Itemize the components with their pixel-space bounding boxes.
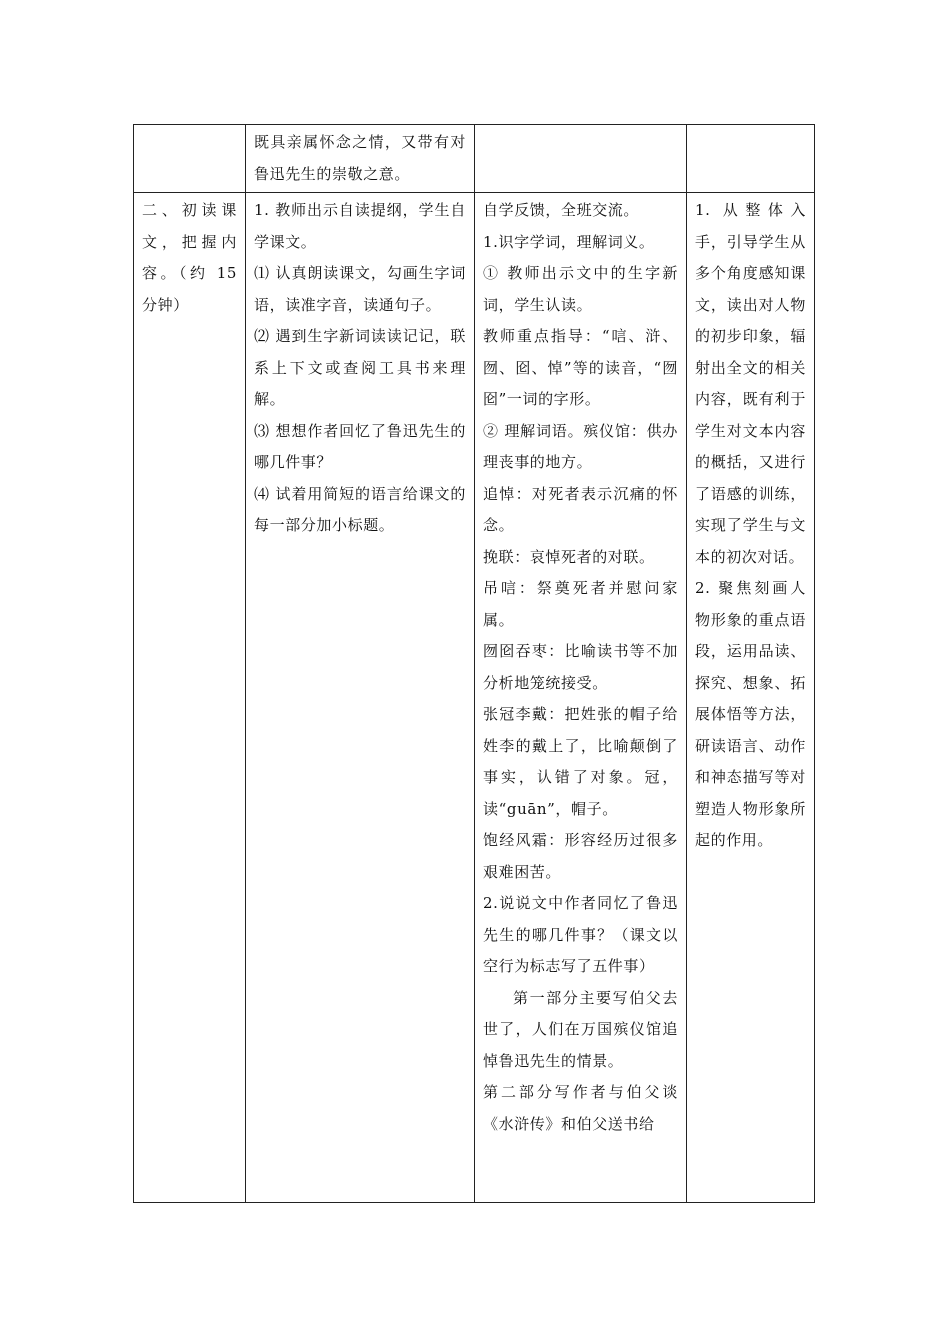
cell-r2-c3-student-activity bbox=[475, 193, 687, 1203]
paragraph: 2.说说文中作者同忆了鲁迅先生的哪几件事？（课文以空行为标志写了五件事） bbox=[483, 894, 678, 975]
table-row bbox=[134, 193, 815, 1203]
cell-r1-c3 bbox=[475, 125, 687, 193]
cell-r2-c4-design-intent bbox=[687, 193, 815, 1203]
paragraph: 追悼：对死者表示沉痛的怀念。 bbox=[483, 484, 678, 534]
paragraph: 教师重点指导：“唁、浒、囫、囵、悼”等的读音，“囫囵”一词的字形。 bbox=[483, 327, 678, 408]
paragraph: 1.识字学词，理解词义。 bbox=[483, 232, 655, 251]
paragraph: ⑵ 遇到生字新词读读记记，联系上下文或查阅工具书来理解。 bbox=[254, 327, 466, 408]
paragraph: ⑷ 试着用简短的语言给课文的每一部分加小标题。 bbox=[254, 484, 466, 534]
paragraph: ⑶ 想想作者回忆了鲁迅先生的哪几件事？ bbox=[254, 421, 466, 471]
paragraph: 1. 教师出示自读提纲，学生自学课文。 bbox=[254, 201, 466, 251]
cell-r1-c2 bbox=[246, 125, 475, 193]
paragraph: 囫囵吞枣：比喻读书等不加分析地笼统接受。 bbox=[483, 642, 678, 692]
paragraph: 1. 从整体入手，引导学生从多个角度感知课文，读出对人物的初步印象，辐射出全文的相关内容，既有利于学生对文本内容的概括，又进行了语感的训练，实现了学生与文本的初次对话。 bbox=[695, 201, 806, 566]
paragraph: 第二部分写作者与伯父谈《水浒传》和伯父送书给 bbox=[483, 1083, 678, 1133]
paragraph: 既具亲属怀念之情，又带有对鲁迅先生的崇敬之意。 bbox=[254, 133, 466, 183]
paragraph: 自学反馈，全班交流。 bbox=[483, 201, 640, 219]
paragraph: 张冠李戴：把姓张的帽子给姓李的戴上了，比喻颠倒了事实，认错了对象。冠，读“guān”，帽子。 bbox=[483, 705, 678, 818]
paragraph: 第一部分主要写伯父去世了，人们在万国殡仪馆追悼鲁迅先生的情景。 bbox=[483, 988, 678, 1070]
table-row bbox=[134, 125, 815, 193]
paragraph: ② 理解词语。殡仪馆：供办理丧事的地方。 bbox=[483, 421, 678, 471]
paragraph: ① 教师出示文中的生字新词，学生认读。 bbox=[483, 264, 678, 314]
cell-r2-c2-teacher-activity bbox=[246, 193, 475, 1203]
paragraph: 2. 聚焦刻画人物形象的重点语段，运用品读、探究、想象、拓展体悟等方法，研读语言、动作和神态描写等对塑造人物形象所起的作用。 bbox=[695, 579, 806, 849]
cell-r1-c4 bbox=[687, 125, 815, 193]
paragraph: 挽联：哀悼死者的对联。 bbox=[483, 547, 655, 566]
section-title: 二、初读课文，把握内容。（约 15 分钟） bbox=[142, 201, 237, 314]
lesson-plan-table bbox=[133, 124, 815, 1203]
paragraph: 饱经风霜：形容经历过很多艰难困苦。 bbox=[483, 831, 678, 881]
paragraph: 吊唁：祭奠死者并慰问家属。 bbox=[483, 579, 678, 629]
paragraph: ⑴ 认真朗读课文，勾画生字词语，读准字音，读通句子。 bbox=[254, 264, 466, 314]
cell-r2-c1-section-title bbox=[134, 193, 246, 1203]
cell-r1-c1 bbox=[134, 125, 246, 193]
